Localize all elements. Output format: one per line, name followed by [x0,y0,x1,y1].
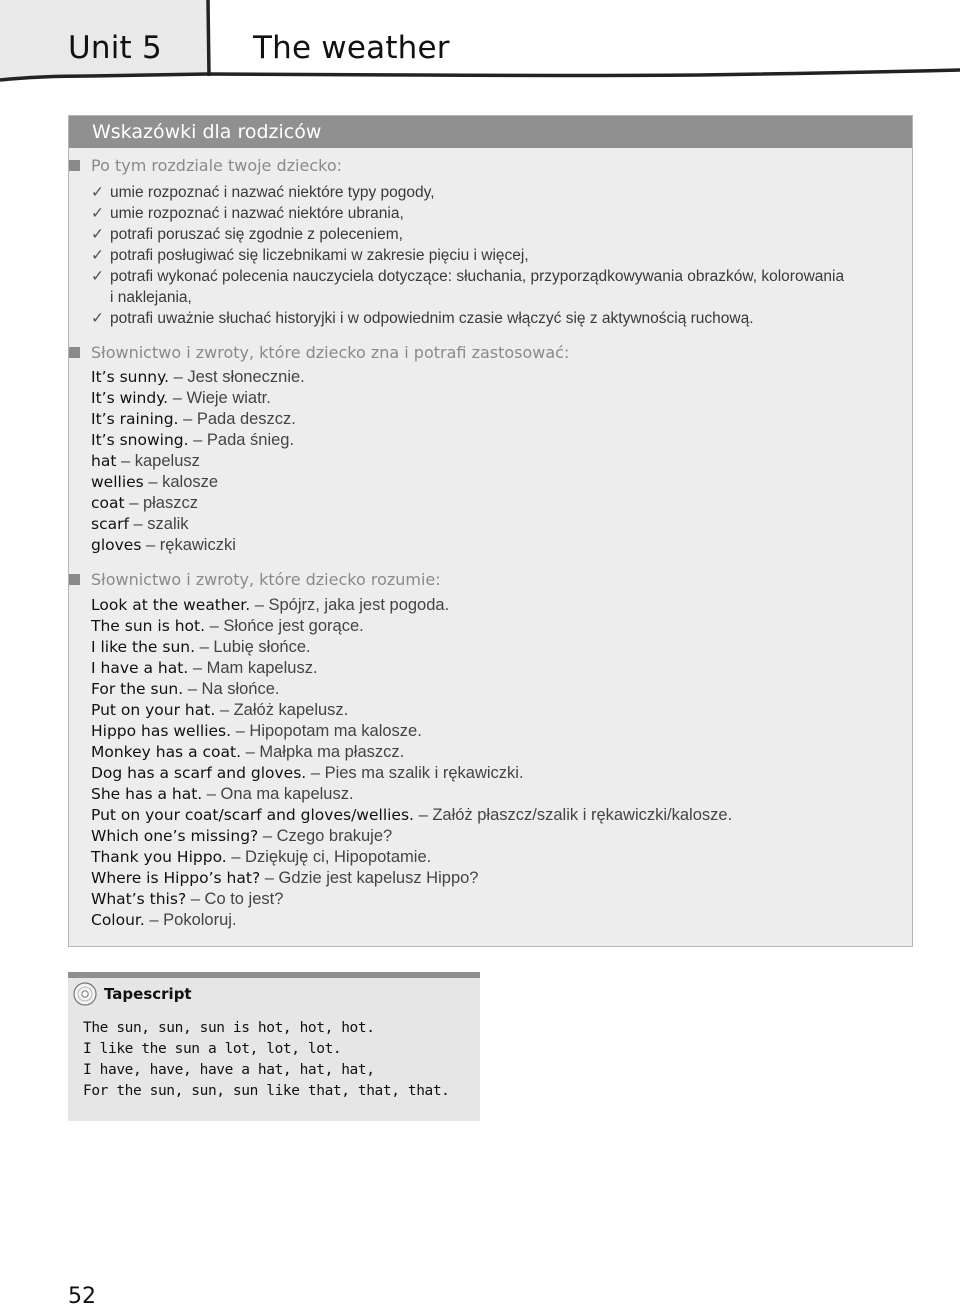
page-number: 52 [68,1284,96,1309]
phrase-item: Thank you Hippo. – Dziękuję ci, Hipopotamie. [91,848,432,866]
tapescript-line: The sun, sun, sun is hot, hot, hot. [83,1020,375,1036]
phrase-item: I like the sun. – Lubię słońce. [91,638,311,656]
phrase-item: Hippo has wellies. – Hipopotam ma kalosze. [91,722,422,740]
active-vocabulary-list [91,367,305,556]
tapescript-line: I have, have, have a hat, hat, hat, [83,1062,375,1078]
vocab-item: It’s sunny. – Jest słonecznie. [91,368,305,386]
checkmark-icon: ✓ [91,268,104,285]
phrase-item: Dog has a scarf and gloves. – Pies ma szalik i rękawiczki. [91,764,524,782]
checkmark-icon: ✓ [91,184,104,201]
checkmark-icon: ✓ [91,226,104,243]
section-heading-text: Po tym rozdziale twoje dziecko: [91,156,342,175]
phrase-item: Colour. – Pokoloruj. [91,911,237,929]
checkmark-icon: ✓ [91,310,104,327]
page-header [0,0,960,82]
skill-item: ✓ potrafi uważnie słuchać historyjki i w odpowiednim czasie włączyć się z aktywnością ruchową. [91,310,754,327]
phrase-item: What’s this? – Co to jest? [91,890,284,908]
phrase-item: Look at the weather. – Spójrz, jaka jest pogoda. [91,596,450,614]
square-bullet-icon [69,574,80,585]
skill-item: ✓ potrafi wykonać polecenia nauczyciela dotyczące: słuchania, przyporządkowywania obrazków, kolorowania i naklejania, [91,268,845,306]
section-heading-skills [91,156,342,175]
phrase-item: Where is Hippo’s hat? – Gdzie jest kapelusz Hippo? [91,869,479,887]
tapescript-line: For the sun, sun, sun like that, that, that. [83,1083,450,1099]
vocab-item: coat – płaszcz [91,494,198,512]
phrase-item: Which one’s missing? – Czego brakuje? [91,827,393,845]
cd-icon [72,981,98,1007]
section-heading-text: Słownictwo i zwroty, które dziecko zna i potrafi zastosować: [91,343,570,362]
section-heading-passive-vocabulary [91,570,441,589]
skills-list [91,182,850,329]
vocab-item: It’s raining. – Pada deszcz. [91,410,296,428]
unit-title: The weather [253,30,450,66]
vocab-item: hat – kapelusz [91,452,200,470]
checkmark-icon: ✓ [91,205,104,222]
phrase-item: Monkey has a coat. – Małpka ma płaszcz. [91,743,405,761]
section-heading-active-vocabulary [91,343,569,362]
header-divider [208,0,209,76]
parents-guidance-title: Wskazówki dla rodziców [92,121,322,143]
parents-guidance-box [68,115,913,947]
vocab-item: wellies – kalosze [91,473,219,491]
vocab-item: It’s snowing. – Pada śnieg. [91,431,295,449]
square-bullet-icon [69,347,80,358]
vocab-item: scarf – szalik [91,515,189,533]
section-heading-text: Słownictwo i zwroty, które dziecko rozumie: [91,570,441,589]
skill-item: ✓ umie rozpoznać i nazwać niektóre typy pogody, [91,184,435,201]
phrase-item: Put on your coat/scarf and gloves/wellies. – Załóż płaszcz/szalik i rękawiczki/kalosze. [91,806,733,824]
parents-guidance-header [69,116,912,148]
phrase-item: For the sun. – Na słońce. [91,680,280,698]
square-bullet-icon [69,160,80,171]
phrase-item: She has a hat. – Ona ma kapelusz. [91,785,354,803]
tapescript-box [68,972,480,1121]
vocab-item: gloves – rękawiczki [91,536,236,554]
vocab-item: It’s windy. – Wieje wiatr. [91,389,271,407]
tapescript-title: Tapescript [104,985,192,1003]
phrase-item: Put on your hat. – Załóż kapelusz. [91,701,349,719]
tapescript-lines [83,1018,450,1102]
phrase-item: I have a hat. – Mam kapelusz. [91,659,318,677]
passive-vocabulary-list [91,595,732,931]
skill-item: ✓ umie rozpoznać i nazwać niektóre ubrania, [91,205,404,222]
checkmark-icon: ✓ [91,247,104,264]
phrase-item: The sun is hot. – Słońce jest gorące. [91,617,364,635]
tapescript-line: I like the sun a lot, lot, lot. [83,1041,342,1057]
tapescript-top-bar [68,972,480,978]
unit-number: Unit 5 [68,30,162,66]
skill-item: ✓ potrafi posługiwać się liczebnikami w zakresie pięciu i więcej, [91,247,529,264]
skill-item: ✓ potrafi poruszać się zgodnie z poleceniem, [91,226,403,243]
